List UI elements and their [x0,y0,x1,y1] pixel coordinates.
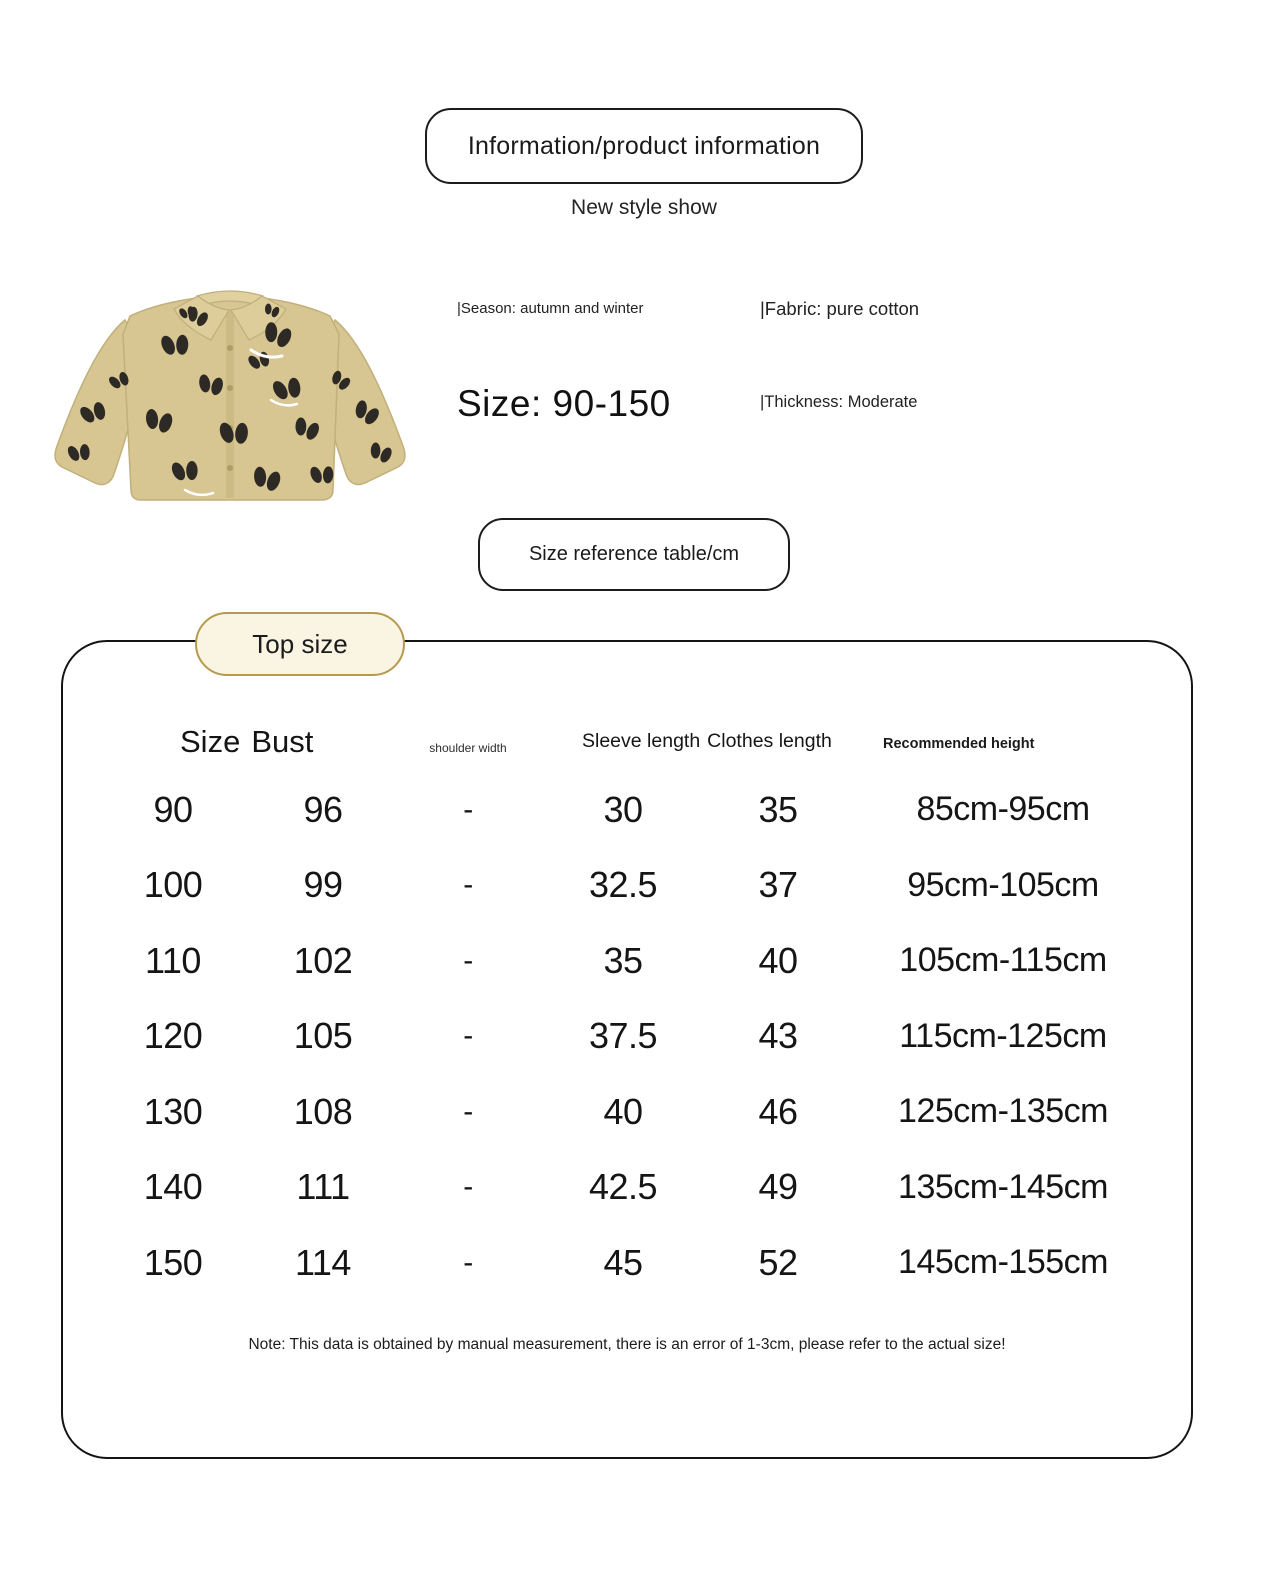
size-reference-button[interactable] [478,518,790,591]
spec-thickness: |Thickness: Moderate [760,393,918,411]
table-cell: 125cm-135cm [898,1092,1108,1131]
table-cell: 120 [143,1015,203,1057]
table-cell: 49 [758,1166,798,1208]
size-reference-label: Size reference table/cm [528,543,740,565]
table-cell: 95cm-105cm [907,865,1099,904]
table-cell: - [463,792,473,826]
table-cell: - [463,868,473,902]
col-header-bust: Bust [251,724,314,759]
size-range: Size: 90-150 [457,383,671,424]
table-cell: 35 [758,788,798,830]
table-cell: 35 [603,939,643,981]
table-cell: 135cm-145cm [898,1167,1108,1206]
table-cell: 37.5 [588,1015,658,1057]
table-cell: 140 [143,1166,203,1208]
product-image [35,252,425,540]
page-title: Information/product information [467,131,821,160]
spec-fabric: |Fabric: pure cotton [760,298,920,319]
table-cell: 30 [603,788,643,830]
spec-season: |Season: autumn and winter [457,300,644,317]
table-cell: 40 [758,939,798,981]
table-cell: 111 [296,1166,350,1208]
col-header-shoulder-width: shoulder width [429,741,507,755]
page-subtitle: New style show [571,196,717,219]
header-sleeve-clothes [582,730,832,753]
tab-top-size[interactable] [195,612,405,676]
table-cell: - [463,1245,473,1279]
table-cell: 85cm-95cm [916,790,1090,829]
table-row [63,1150,1123,1226]
table-cell: - [463,1019,473,1053]
col-header-clothes-length: Clothes length [707,730,832,752]
table-row [63,1225,1123,1301]
table-cell: 102 [293,939,353,981]
header-size-bust [180,724,313,760]
page-title-banner [425,108,863,184]
table-row [63,999,1123,1075]
table-cell: 105cm-115cm [899,941,1107,980]
table-cell: 96 [303,788,343,830]
table-cell: - [463,1094,473,1128]
table-cell: - [463,1170,473,1204]
table-cell: 114 [295,1241,351,1283]
table-cell: - [463,943,473,977]
table-body [63,772,1123,1301]
col-header-recommended-height: Recommended height [883,736,1035,752]
table-row [63,1074,1123,1150]
table-cell: 90 [153,788,193,830]
size-table-card [61,628,1193,1459]
table-cell: 150 [143,1241,203,1283]
table-cell: 32.5 [588,864,658,906]
table-cell: 110 [145,939,201,981]
table-cell: 52 [758,1241,798,1283]
measurement-note: Note: This data is obtained by manual measurement, there is an error of 1-3cm, please refer to the actual size! [248,1336,1006,1353]
table-row [63,923,1123,999]
table-cell: 42.5 [588,1166,658,1208]
table-cell: 99 [303,864,343,906]
col-header-size: Size [180,724,241,759]
table-cell: 108 [293,1090,353,1132]
table-cell: 43 [758,1015,798,1057]
table-cell: 46 [758,1090,798,1132]
table-cell: 130 [143,1090,203,1132]
table-cell: 145cm-155cm [898,1243,1108,1282]
table-cell: 100 [143,864,203,906]
table-row [63,772,1123,848]
table-cell: 105 [293,1015,353,1057]
jacket-illustration [35,252,425,537]
table-cell: 115cm-125cm [899,1016,1107,1055]
table-cell: 45 [603,1241,643,1283]
tab-top-size-label: Top size [252,628,348,659]
table-cell: 37 [758,864,798,906]
col-header-sleeve-length: Sleeve length [582,730,701,752]
table-cell: 40 [603,1090,643,1132]
table-row [63,848,1123,924]
